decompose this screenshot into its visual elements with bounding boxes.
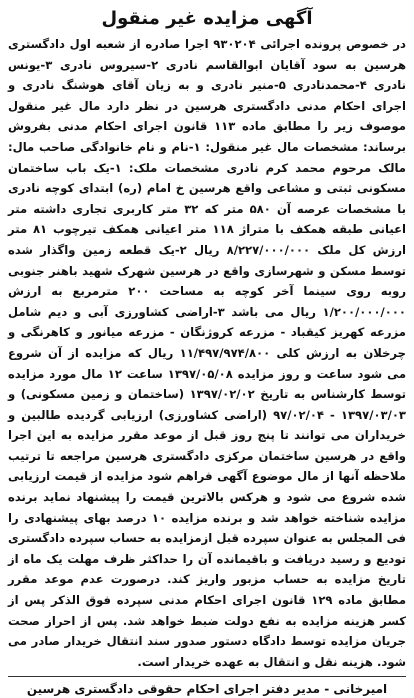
notice-signature: امیرخانی - مدیر دفتر اجرای احکام حقوقی دادگستری هرسین (8, 676, 406, 698)
notice-title: آگهی مزایده غیر منقول (101, 8, 313, 29)
notice-body: در خصوص پرونده اجرائی ۹۳۰۲۰۴ اجرا صادره از شعبه اول دادگستری هرسین به سود آقایان ابوالقاسم نادری ۲-سیروس نادری ۳-یونس نادری ۴-محمدنادری ۵-منیر نادری و به زیان آقای هوشنگ نادری و اجرای احکام مدنی دادگستری هرسین در نظر دارد مال غیر منقول موصوف زیر را مطابق ماده ۱۱۳ قانون اجرای احکام مدنی بفروش برساند: مشخصات مال غیر منقول: ۱-نام و نام خانوادگی صاحب مال: مالک مرحوم محمد کرم نادری مشخصات ملک: ۱-یک باب ساختمان مسکونی ثبتی و مشاعی واقع هرسین خ امام (ره) ابتدای کوچه نادری با مشخصات عرصه آن ۵۸۰ متر که ۳۲ متر کاربری تجاری داشته متر اعیانی طبقه همکف با متراژ ۱۱۸ متر اعیانی همکف تیرچوب ۸۱ متر ارزش کل ملک ۸/۲۲۷/۰۰۰/۰۰۰ ریال ۲-یک قطعه زمین واگذار شده توسط مسکن و شهرسازی واقع در هرسین شهرک شهید باهنر جنوبی روبه روی سینما آخر کوچه به مساحت ۲۰۰ مترمربع به ارزش ۱/۲۰۰/۰۰۰/۰۰۰ ریال می باشد ۳-اراضی کشاورزی آبی و دیم شامل مزرعه کهریز کیقباد - مزرعه کروژنگان - مزرعه میانور و کاهرنگی و چرخلان به ارزش کلی ۱۱/۴۹۷/۹۷۴/۸۰۰ ریال که مزایده از آن شروع می شود ساعت و روز مزایده ۱۳۹۷/۰۵/۰۸ ساعت ۱۲ مال مورد مزایده توسط کارشناس به تاریخ ۱۳۹۷/۰۲/۰۲ (ساختمان و زمین مسکونی) و ۱۳۹۷/۰۳/۰۳ - ۹۷/۰۲/۰۴ (اراضی کشاورزی) ارزیابی گردیده طالبین و خریداران می توانند تا پنج روز قبل از موعد مقرر مزایده به این اجرا واقع در هرسین ساختمان مرکزی دادگستری هرسین مراجعه تا ترتیب ملاحظه آنها از مال موضوع آگهی فراهم شود مزایده از قیمت ارزیابی شده شروع می شود و هرکس بالاترین قیمت را پیشنهاد نماید برنده مزایده شناخته خواهد شد و برنده مزایده ۱۰ درصد بهای پیشنهادی را فی المجلس به عنوان سپرده قبل ازمزایده به حساب سپرده دادگستری تودیع و رسید دریافت و باقیمانده آن را حداکثر ظرف مهلت یک ماه از تاریخ مزایده به حساب مزبور واریز کند. درصورت عدم موعد مقرر مطابق ماده ۱۲۹ قانون اجرای احکام مدنی سپرده فوق الذکر پس از کسر هزینه مزایده به نفع دولت ضبط خواهد شد. پس از احراز صحت جریان مزایده توسط دادگاه دستور صدور سند انتقال خریدار صادر می شود. هزینه نقل و انتقال به عهده خریدار است. (8, 37, 407, 669)
